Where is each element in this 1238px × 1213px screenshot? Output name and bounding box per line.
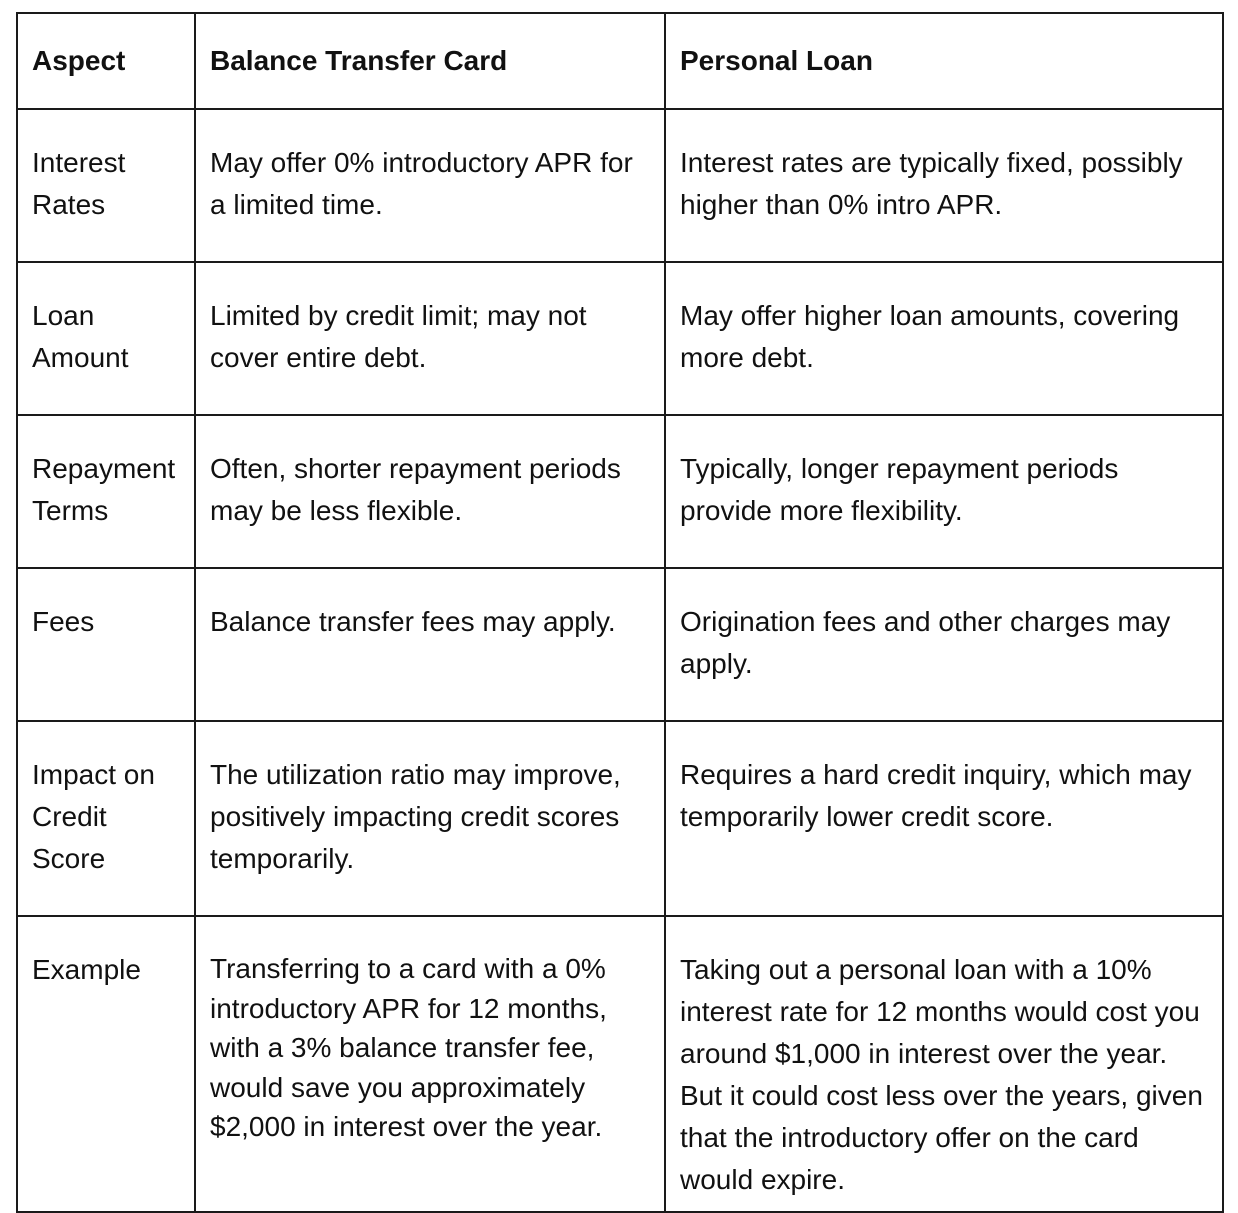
aspect-cell: Fees [17, 568, 195, 721]
table-row [17, 415, 1223, 568]
aspect-cell: Loan Amount [17, 262, 195, 415]
balance-transfer-cell: Transferring to a card with a 0% introductory APR for 12 months, with a 3% balance transfer fee, would save you approximately $2,000 in interest over the year. [195, 916, 665, 1212]
comparison-table-container [16, 12, 1224, 1213]
header-balance-transfer-card: Balance Transfer Card [195, 13, 665, 109]
table-row [17, 262, 1223, 415]
table-row [17, 721, 1223, 916]
balance-transfer-cell: The utilization ratio may improve, positively impacting credit scores temporarily. [195, 721, 665, 916]
balance-transfer-cell: Balance transfer fees may apply. [195, 568, 665, 721]
personal-loan-cell: Typically, longer repayment periods provide more flexibility. [665, 415, 1223, 568]
table-header-row [17, 13, 1223, 109]
table-row [17, 109, 1223, 262]
table-row [17, 916, 1223, 1212]
aspect-cell: Interest Rates [17, 109, 195, 262]
table-row [17, 568, 1223, 721]
aspect-cell: Example [17, 916, 195, 1212]
personal-loan-cell: Taking out a personal loan with a 10% interest rate for 12 months would cost you around $1,000 in interest over the year. But it could cost less over the years, given that the introductory offer on the card would expire. [665, 916, 1223, 1212]
personal-loan-cell: Origination fees and other charges may apply. [665, 568, 1223, 721]
balance-transfer-cell: Often, shorter repayment periods may be less flexible. [195, 415, 665, 568]
aspect-cell: Repayment Terms [17, 415, 195, 568]
header-aspect: Aspect [17, 13, 195, 109]
balance-transfer-cell: Limited by credit limit; may not cover entire debt. [195, 262, 665, 415]
header-personal-loan: Personal Loan [665, 13, 1223, 109]
balance-transfer-cell: May offer 0% introductory APR for a limited time. [195, 109, 665, 262]
comparison-table [16, 12, 1224, 1213]
personal-loan-cell: Requires a hard credit inquiry, which may temporarily lower credit score. [665, 721, 1223, 916]
aspect-cell: Impact on Credit Score [17, 721, 195, 916]
personal-loan-cell: Interest rates are typically fixed, possibly higher than 0% intro APR. [665, 109, 1223, 262]
personal-loan-cell: May offer higher loan amounts, covering more debt. [665, 262, 1223, 415]
